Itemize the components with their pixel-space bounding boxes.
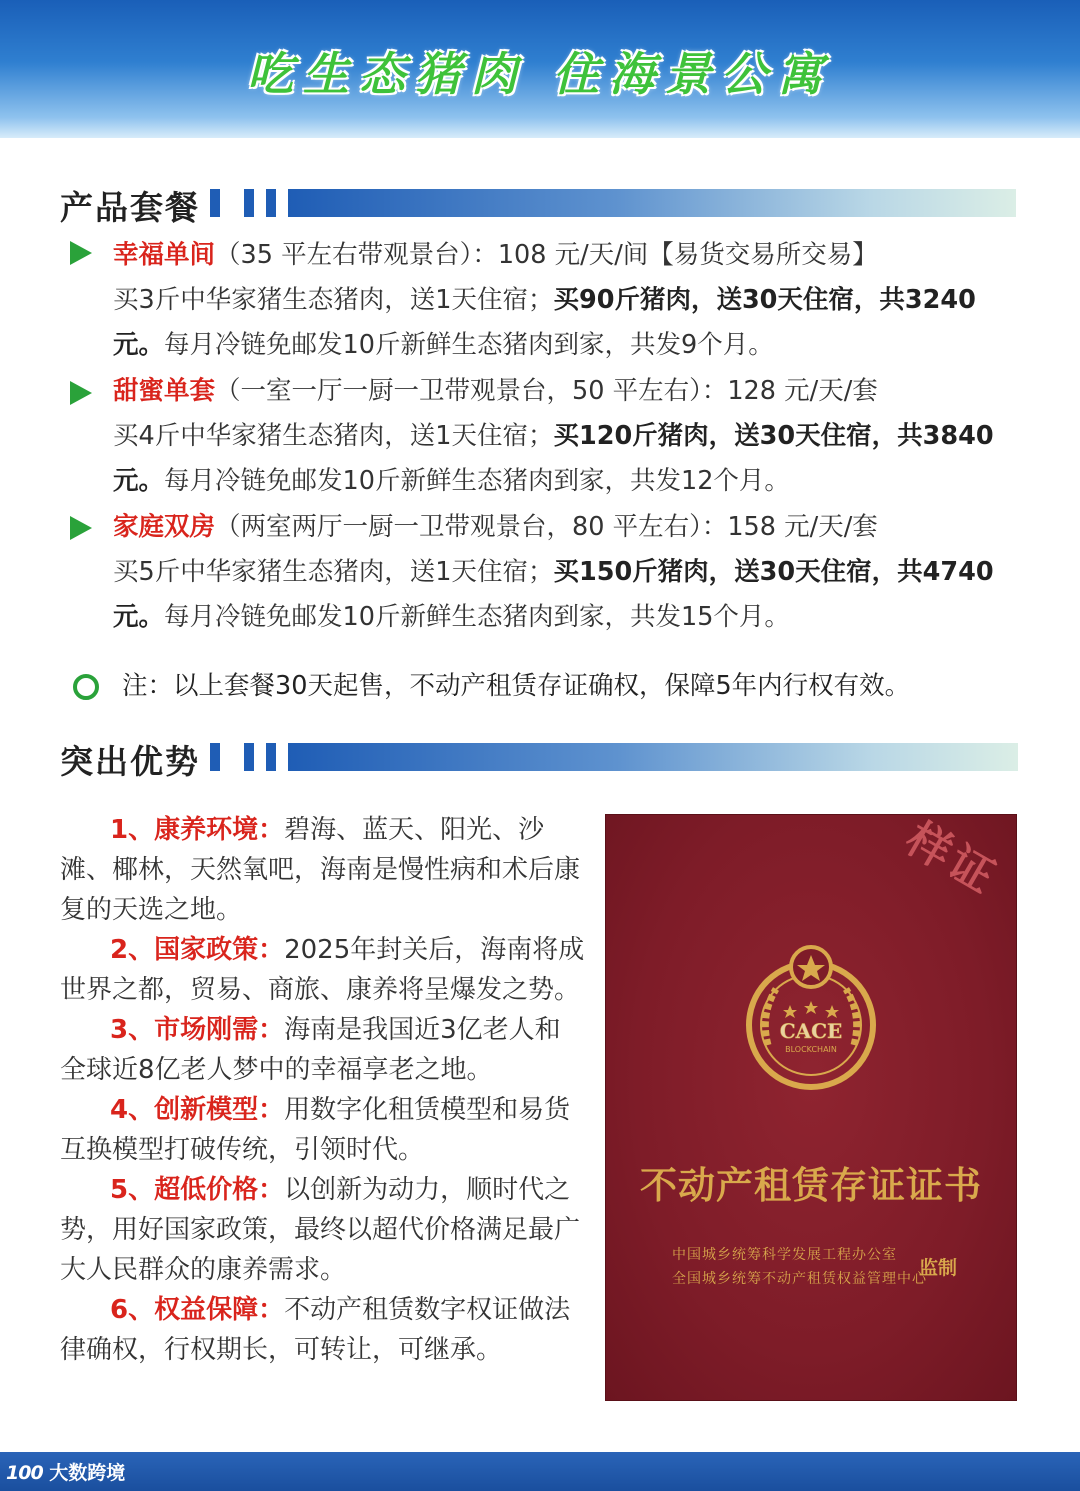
emblem-subtext: BLOCKCHAIN — [785, 1045, 837, 1054]
decor-square — [210, 189, 220, 217]
advantage-item — [60, 1290, 585, 1370]
advantage-label: 2、国家政策： — [110, 935, 285, 965]
emblem-text: CACE — [779, 1019, 843, 1043]
decor-square — [266, 189, 276, 217]
package-name: 甜蜜单套 — [113, 376, 216, 406]
package-desc: （一室一厅一厨一卫带观景台，50 平左右）：128 元/天/套 — [215, 376, 878, 406]
bullet-triangle-icon — [70, 516, 92, 540]
advantage-label: 3、市场刚需： — [110, 1015, 285, 1045]
issuer-tag: 监制 — [919, 1257, 958, 1279]
package-tail: 每月冷链免邮发10斤新鲜生态猪肉到家，共发15个月。 — [164, 602, 790, 632]
advantage-text: 碧海、蓝天、阳光、沙滩、椰林，天然氧吧，海南是慢性病和术后康复的天选之地。 — [60, 815, 581, 925]
advantage-item — [60, 930, 585, 1010]
package-bold: 买150斤猪肉，送30天住宿，共4740元。 — [113, 557, 994, 632]
package-bold: 买90斤猪肉，送30天住宿，共3240元。 — [113, 285, 976, 360]
decor-square — [266, 743, 276, 771]
package-tail: 每月冷链免邮发10斤新鲜生态猪肉到家，共发9个月。 — [164, 330, 774, 360]
certificate-image — [606, 812, 1016, 1400]
package-buy: 买4斤中华家猪生态猪肉，送1天住宿； — [113, 421, 554, 451]
decor-gradient-bar — [288, 743, 1018, 771]
advantage-text: 不动产租赁数字权证做法律确权，行权期长，可转让，可继承。 — [60, 1295, 571, 1365]
section-header-advantages — [60, 736, 1020, 781]
package-tail: 每月冷链免邮发10斤新鲜生态猪肉到家，共发12个月。 — [164, 466, 790, 496]
section-header-products — [60, 182, 1020, 227]
advantage-label: 4、创新模型： — [110, 1095, 285, 1125]
decor-gradient-bar — [288, 189, 1016, 217]
advantage-text: 用数字化租赁模型和易货互换模型打破传统，引领时代。 — [60, 1095, 571, 1165]
package-item — [113, 369, 1013, 504]
package-desc: （两室两厅一厨一卫带观景台，80 平左右）：158 元/天/套 — [215, 512, 878, 542]
bullet-triangle-icon — [70, 381, 92, 405]
package-bold: 买120斤猪肉，送30天住宿，共3840元。 — [113, 421, 994, 496]
cace-emblem-icon — [738, 945, 884, 1091]
advantage-label: 1、康养环境： — [110, 815, 285, 845]
page-title: 吃生态猪肉 住海景公寓 — [246, 47, 833, 101]
certificate-title: 不动产租赁存证证书 — [640, 1163, 982, 1207]
issuer-line: 全国城乡统筹不动产租赁权益管理中心 — [672, 1271, 927, 1287]
watermark — [6, 1458, 125, 1485]
section-title-advantages: 突出优势 — [60, 742, 200, 781]
package-buy: 买5斤中华家猪生态猪肉，送1天住宿； — [113, 557, 554, 587]
advantage-label: 5、超低价格： — [110, 1175, 285, 1205]
advantage-label: 6、权益保障： — [110, 1295, 285, 1325]
bullet-triangle-icon — [70, 241, 92, 265]
package-buy: 买3斤中华家猪生态猪肉，送1天住宿； — [113, 285, 554, 315]
section-title-products: 产品套餐 — [60, 188, 200, 227]
advantage-text: 以创新为动力，顺时代之势，用好国家政策，最终以超代价格满足最广大人民群众的康养需求。 — [60, 1175, 581, 1285]
package-item — [113, 505, 1013, 640]
package-name: 幸福单间 — [113, 240, 216, 270]
advantages-list — [60, 810, 585, 1370]
issuer-line: 中国城乡统筹科学发展工程办公室 — [672, 1247, 897, 1263]
watermark-logo: 100 — [6, 1462, 43, 1484]
advantage-text: 海南是我国近3亿老人和全球近8亿老人梦中的幸福享老之地。 — [60, 1015, 561, 1085]
footer-bar — [0, 1452, 1080, 1491]
note-text: 注：以上套餐30天起售，不动产租赁存证确权，保障5年内行权有效。 — [122, 671, 911, 701]
decor-square — [244, 189, 254, 217]
note-circle-icon — [73, 674, 99, 700]
header-banner — [0, 0, 1080, 138]
watermark-brand: 大数跨境 — [49, 1462, 126, 1484]
advantage-item — [60, 1010, 585, 1090]
package-name: 家庭双房 — [113, 512, 216, 542]
package-item — [113, 233, 1013, 368]
advantage-item — [60, 1170, 585, 1290]
advantage-item — [60, 1090, 585, 1170]
decor-square — [244, 743, 254, 771]
certificate-issuers — [672, 1243, 927, 1291]
advantage-text: 2025年封关后，海南将成世界之都，贸易、商旅、康养将呈爆发之势。 — [60, 935, 585, 1005]
package-desc: （35 平左右带观景台）：108 元/天/间【易货交易所交易】 — [215, 240, 878, 270]
advantage-item — [60, 810, 585, 930]
sample-stamp: 样证 — [897, 812, 1007, 905]
decor-square — [210, 743, 220, 771]
